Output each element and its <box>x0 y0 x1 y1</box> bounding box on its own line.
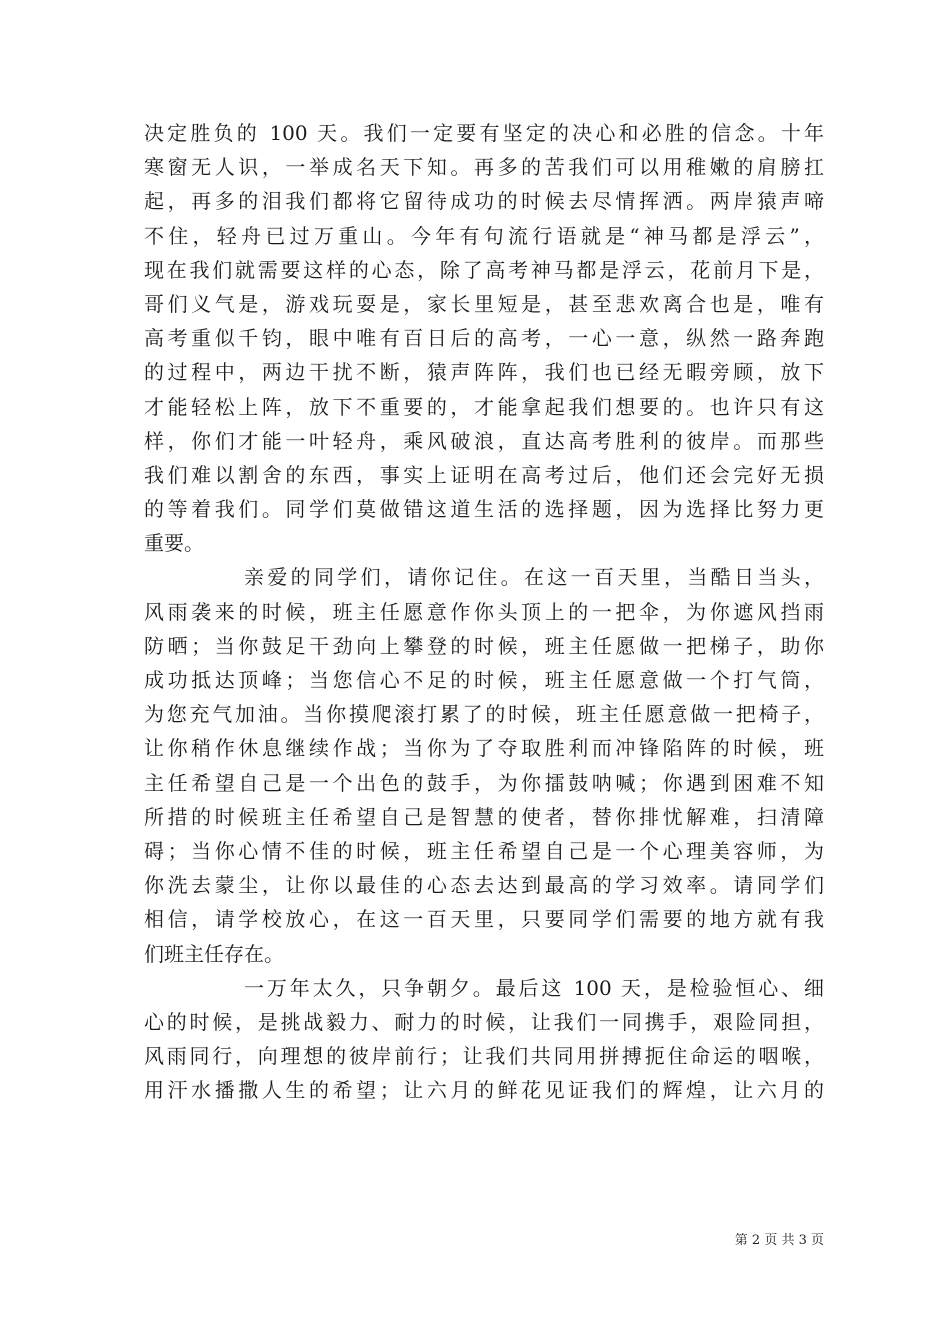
text-line: 让你稍作休息继续作战；当你为了夺取胜利而冲锋陷阵的时候，班 <box>144 736 824 761</box>
paragraph <box>144 971 824 1108</box>
document-body <box>144 116 824 1107</box>
paragraph <box>144 560 824 970</box>
paragraph <box>144 116 824 560</box>
text-line: 现在我们就需要这样的心态，除了高考神马都是浮云，花前月下是， <box>144 257 824 282</box>
text-line: 成功抵达顶峰；当您信心不足的时候，班主任愿意做一个打气筒， <box>144 668 824 692</box>
text-line: 起，再多的泪我们都将它留待成功的时候去尽情挥洒。两岸猿声啼 <box>144 189 824 214</box>
text-line: 不住，轻舟已过万重山。今年有句流行语就是“神马都是浮云”， <box>144 223 824 248</box>
text-line: 亲爱的同学们，请你记住。在这一百天里，当酷日当头， <box>244 565 824 590</box>
text-line: 防晒；当你鼓足干劲向上攀登的时候，班主任愿做一把梯子，助你 <box>144 633 824 658</box>
text-line: 的等着我们。同学们莫做错这道生活的选择题，因为选择比努力更 <box>144 497 824 522</box>
text-line: 高考重似千钧，眼中唯有百日后的高考，一心一意，纵然一路奔跑 <box>144 326 824 351</box>
text-line: 一万年太久，只争朝夕。最后这 100 天，是检验恒心、细 <box>244 975 824 1000</box>
text-line: 所措的时候班主任希望自己是智慧的使者，替你排忧解难，扫清障 <box>144 804 824 829</box>
text-line: 相信，请学校放心，在这一百天里，只要同学们需要的地方就有我 <box>144 907 824 932</box>
text-line: 为您充气加油。当你摸爬滚打累了的时候，班主任愿意做一把椅子， <box>144 702 824 727</box>
text-line: 们班主任存在。 <box>144 941 284 966</box>
text-line: 样，你们才能一叶轻舟，乘风破浪，直达高考胜利的彼岸。而那些 <box>144 428 824 453</box>
text-line: 心的时候，是挑战毅力、耐力的时候，让我们一同携手，艰险同担， <box>144 1009 824 1034</box>
text-line: 寒窗无人识，一举成名天下知。再多的苦我们可以用稚嫩的肩膀扛 <box>144 155 824 180</box>
text-line: 才能轻松上阵，放下不重要的，才能拿起我们想要的。也许只有这 <box>144 394 824 419</box>
text-line: 你洗去蒙尘，让你以最佳的心态去达到最高的学习效率。请同学们 <box>144 873 824 898</box>
text-line: 主任希望自己是一个出色的鼓手，为你擂鼓呐喊；你遇到困难不知 <box>144 770 824 795</box>
text-line: 风雨袭来的时候，班主任愿意作你头顶上的一把伞，为你遮风挡雨 <box>144 599 824 624</box>
text-line: 决定胜负的 100 天。我们一定要有坚定的决心和必胜的信念。十年 <box>144 121 824 145</box>
text-line: 重要。 <box>144 531 204 556</box>
text-line: 哥们义气是，游戏玩耍是，家长里短是，甚至悲欢离合也是，唯有 <box>144 291 824 316</box>
text-line: 用汗水播撒人生的希望；让六月的鲜花见证我们的辉煌，让六月的 <box>144 1078 824 1103</box>
text-line: 碍；当你心情不佳的时候，班主任希望自己是一个心理美容师，为 <box>144 838 824 863</box>
page-footer: 第 2 页 共 3 页 <box>734 1233 824 1248</box>
text-line: 我们难以割舍的东西，事实上证明在高考过后，他们还会完好无损 <box>144 462 824 487</box>
text-line: 风雨同行，向理想的彼岸前行；让我们共同用拼搏扼住命运的咽喉， <box>144 1044 824 1069</box>
text-line: 的过程中，两边干扰不断，猿声阵阵，我们也已经无暇旁顾，放下 <box>144 360 824 385</box>
